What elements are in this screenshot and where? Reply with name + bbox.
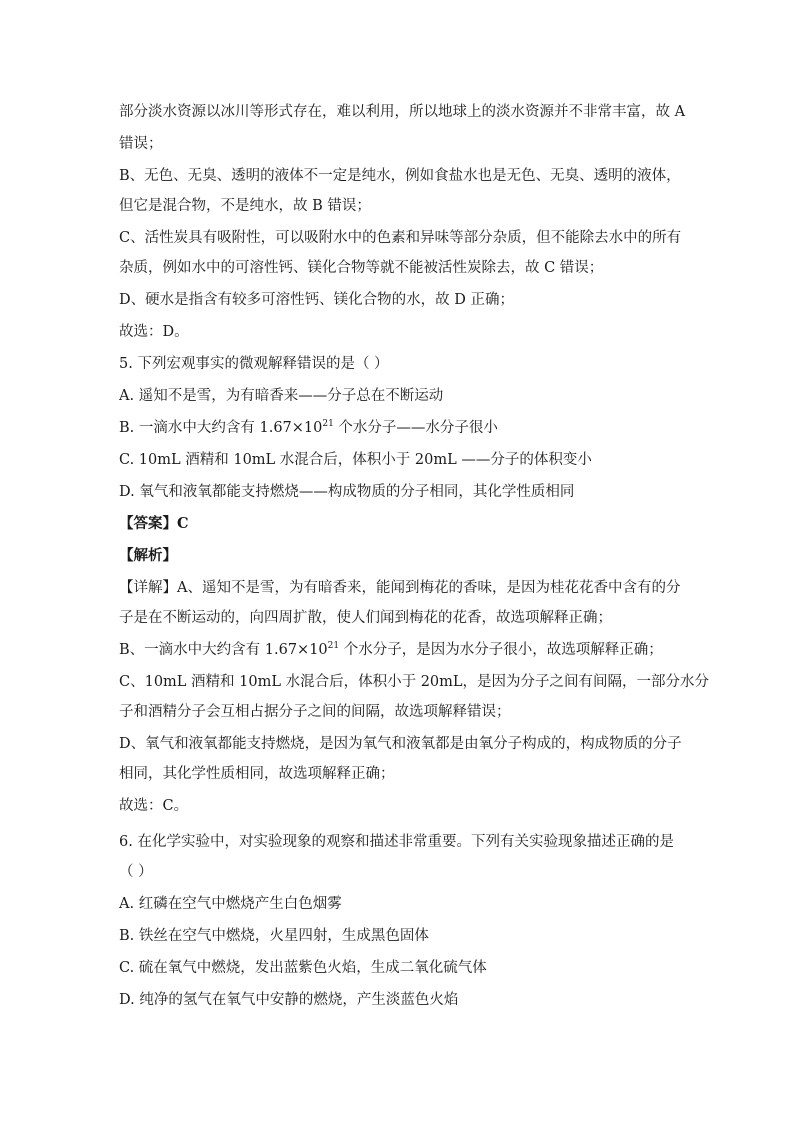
question-6-option-a: A. 红磷在空气中燃烧产生白色烟雾 <box>119 896 342 912</box>
detail-line: D、氧气和液氧都能支持燃烧，是因为氧气和液氧都是由氧分子构成的，构成物质的分子 <box>119 736 682 752</box>
exponent: 21 <box>322 419 334 430</box>
question-5-stem: 5. 下列宏观事实的微观解释错误的是（ ） <box>119 356 389 372</box>
text-line: C、活性炭具有吸附性，可以吸附水中的色素和异味等部分杂质，但不能除去水中的所有 <box>119 230 682 246</box>
question-5-option-d: D. 氧气和液氧都能支持燃烧——构成物质的分子相同，其化学性质相同 <box>119 484 575 500</box>
question-5-option-a: A. 遥知不是雪，为有暗香来——分子总在不断运动 <box>119 388 444 404</box>
text-line: D、硬水是指含有较多可溶性钙、镁化合物的水，故 D 正确； <box>119 292 514 308</box>
text-line: 杂质，例如水中的可溶性钙、镁化合物等就不能被活性炭除去，故 C 错误； <box>119 260 604 276</box>
exponent: 21 <box>327 641 340 652</box>
detail-b-text: B、一滴水中大约含有 1.67×10 <box>119 642 328 658</box>
option-b-text-tail: 个水分子——水分子很小 <box>333 420 498 436</box>
answer-label: 【答案】C <box>119 515 189 532</box>
question-5-option-b <box>119 418 498 438</box>
analysis-heading: 【解析】 <box>119 547 177 564</box>
text-line: B、无色、无臭、透明的液体不一定是纯水，例如食盐水也是无色、无臭、透明的液体， <box>119 168 681 184</box>
detail-line: 相同，其化学性质相同，故选项解释正确； <box>119 766 395 782</box>
text-line: 错误； <box>119 136 163 152</box>
text-line: 部分淡水资源以冰川等形式存在，难以利用，所以地球上的淡水资源并不非常丰富，故 A <box>119 104 686 120</box>
question-5-option-c: C. 10mL 酒精和 10mL 水混合后，体积小于 20mL ——分子的体积变小 <box>119 452 592 468</box>
text-line: 故选：D。 <box>119 324 189 340</box>
detail-line: 子和酒精分子会互相占据分子之间的间隔，故选项解释错误； <box>119 704 511 720</box>
question-6-option-c: C. 硫在氧气中燃烧，发出蓝紫色火焰，生成二氧化硫气体 <box>119 960 487 976</box>
detail-line: 子是在不断运动的，向四周扩散，使人们闻到梅花的花香，故选项解释正确； <box>119 610 612 626</box>
detail-b-text-tail: 个水分子，是因为水分子很小，故选项解释正确； <box>339 642 663 658</box>
detail-line: 故选：C。 <box>119 798 189 814</box>
option-b-text: B. 一滴水中大约含有 1.67×10 <box>119 420 323 436</box>
detail-line: 【详解】A、遥知不是雪，为有暗香来，能闻到梅花的香味，是因为桂花花香中含有的分 <box>119 580 681 596</box>
question-6-stem: 6. 在化学实验中，对实验现象的观察和描述非常重要。下列有关实验现象描述正确的是 <box>119 834 674 850</box>
text-line: 但它是混合物，不是纯水，故 B 错误； <box>119 198 371 214</box>
detail-line: C、10mL 酒精和 10mL 水混合后，体积小于 20mL，是因为分子之间有间隔，一部分水分 <box>119 674 710 690</box>
question-6-stem-bracket: （ ） <box>119 864 153 880</box>
detail-line-b <box>119 640 663 660</box>
question-6-option-d: D. 纯净的氢气在氧气中安静的燃烧，产生淡蓝色火焰 <box>119 992 459 1008</box>
question-6-option-b: B. 铁丝在空气中燃烧，火星四射，生成黑色固体 <box>119 928 429 944</box>
